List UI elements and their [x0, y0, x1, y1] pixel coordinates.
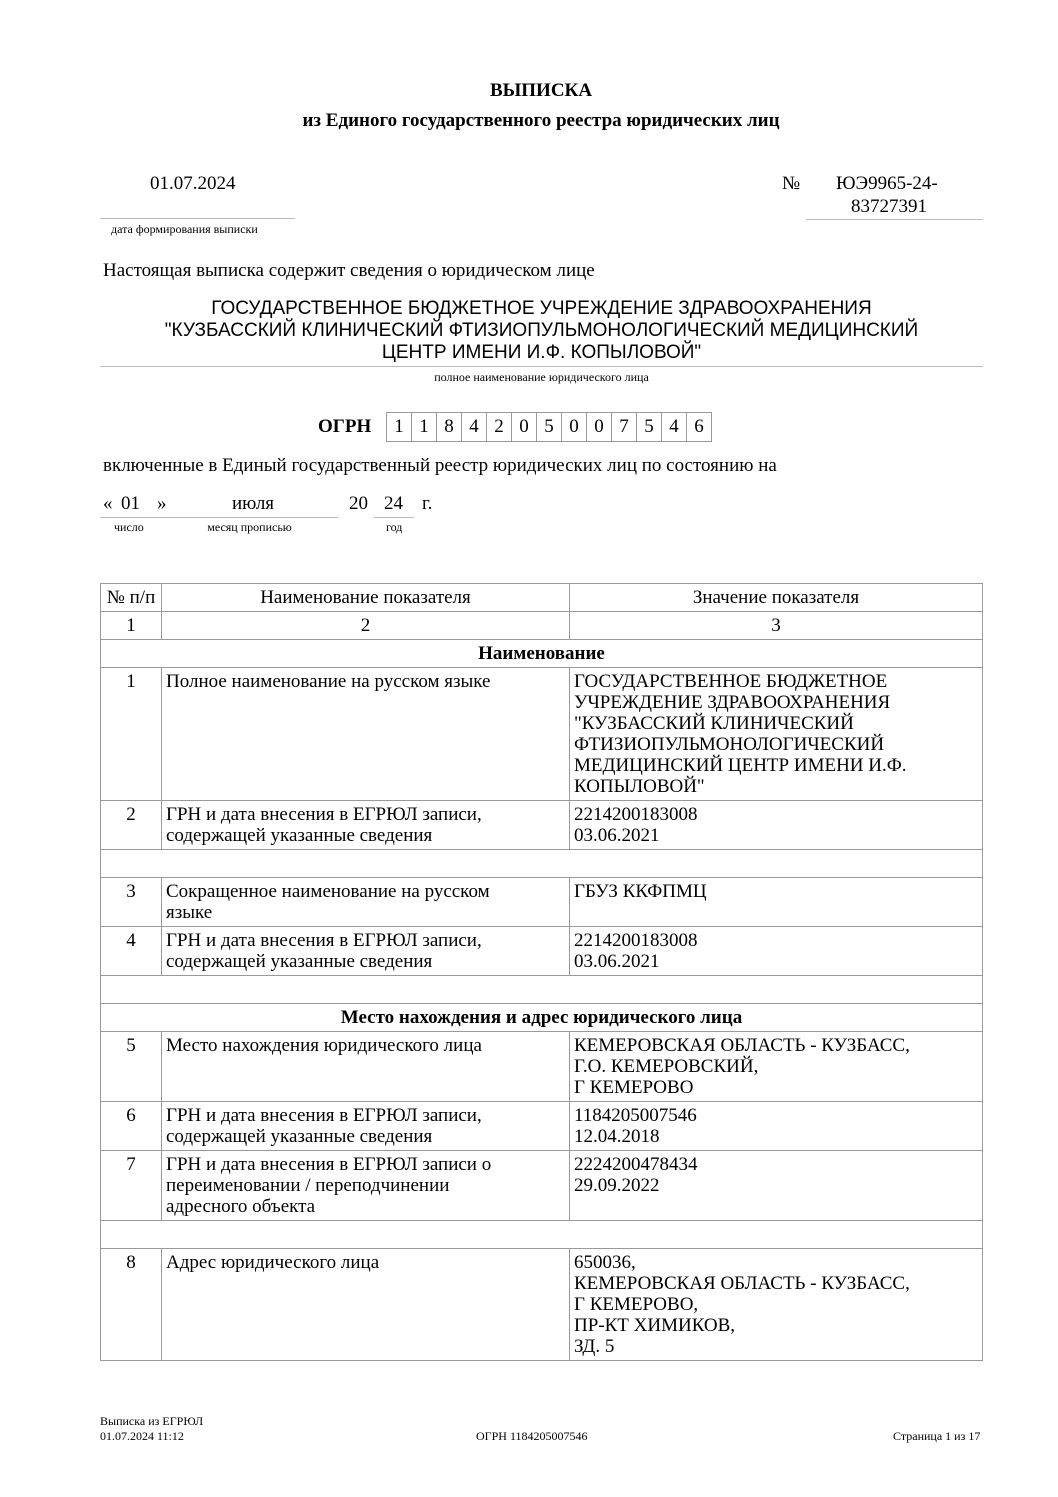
intro-text: Настоящая выписка содержит сведения о юридическом лице — [103, 260, 595, 281]
year-caption: год — [386, 520, 403, 534]
date-quote-open: « — [103, 493, 113, 514]
row-value: КЕМЕРОВСКАЯ ОБЛАСТЬ - КУЗБАСС, Г.О. КЕМЕРОВСКИЙ, Г КЕМЕРОВО — [570, 1032, 983, 1102]
entity-full-name — [100, 298, 983, 364]
register-table — [100, 583, 983, 1361]
document-subtitle: из Единого государственного реестра юридических лиц — [302, 110, 780, 131]
row-number: 5 — [101, 1032, 162, 1102]
row-value: 2214200183008 03.06.2021 — [570, 801, 983, 850]
header-number: № п/п — [101, 584, 162, 612]
ogrn-digit: 2 — [486, 412, 512, 442]
day-underline — [100, 517, 168, 518]
row-indicator: Место нахождения юридического лица — [162, 1032, 570, 1102]
table-row — [101, 801, 983, 850]
empty-row — [101, 850, 983, 878]
row-indicator: Сокращенное наименование на русском языке — [162, 878, 570, 927]
ogrn-digit: 4 — [461, 412, 487, 442]
row-value: 2224200478434 29.09.2022 — [570, 1151, 983, 1221]
extract-number-line2: 83727391 — [851, 196, 927, 217]
row-number: 1 — [101, 668, 162, 801]
state-month: июля — [231, 493, 275, 514]
ogrn-digit: 4 — [661, 412, 687, 442]
empty-row — [101, 1221, 983, 1249]
ogrn-label: ОГРН — [318, 416, 372, 437]
formation-date: 01.07.2024 — [150, 173, 236, 194]
row-value: 650036, КЕМЕРОВСКАЯ ОБЛАСТЬ - КУЗБАСС, Г КЕМЕРОВО, ПР-КТ ХИМИКОВ, ЗД. 5 — [570, 1249, 983, 1361]
row-indicator: Адрес юридического лица — [162, 1249, 570, 1361]
table-row — [101, 1032, 983, 1102]
state-year: 24 — [384, 493, 403, 514]
ogrn-digit-boxes — [387, 412, 712, 442]
row-indicator: ГРН и дата внесения в ЕГРЮЛ записи о переименовании / переподчинении адресного объекта — [162, 1151, 570, 1221]
row-number: 7 — [101, 1151, 162, 1221]
day-caption: число — [114, 520, 144, 534]
table-row — [101, 927, 983, 976]
date-quote-close: » — [157, 493, 167, 514]
table-row — [101, 1151, 983, 1221]
number-underline — [806, 219, 983, 220]
table-row — [101, 878, 983, 927]
entity-name-line3: ЦЕНТР ИМЕНИ И.Ф. КОПЫЛОВОЙ" — [381, 342, 702, 363]
row-number: 8 — [101, 1249, 162, 1361]
row-number: 4 — [101, 927, 162, 976]
ogrn-digit: 5 — [636, 412, 662, 442]
section-row-name — [101, 640, 983, 668]
header-indicator: Наименование показателя — [162, 584, 570, 612]
row-number: 3 — [101, 878, 162, 927]
footer-page-number: Страница 1 из 17 — [893, 1429, 981, 1443]
ogrn-digit: 6 — [686, 412, 712, 442]
ogrn-digit: 5 — [536, 412, 562, 442]
empty-row — [101, 976, 983, 1004]
date-caption: дата формирования выписки — [111, 222, 258, 236]
number-sign: № — [782, 173, 801, 194]
month-underline — [168, 517, 338, 518]
footer-ogrn: ОГРН 1184205007546 — [476, 1429, 588, 1443]
table-row — [101, 1102, 983, 1151]
table-column-numbers-row — [101, 612, 983, 640]
table-header-row — [101, 584, 983, 612]
footer-datetime: 01.07.2024 11:12 — [100, 1429, 184, 1443]
column-number-1: 1 — [101, 612, 162, 640]
row-indicator: Полное наименование на русском языке — [162, 668, 570, 801]
document-title: ВЫПИСКА — [489, 80, 593, 101]
ogrn-digit: 1 — [411, 412, 437, 442]
row-number: 2 — [101, 801, 162, 850]
ogrn-digit: 8 — [436, 412, 462, 442]
entity-name-line1: ГОСУДАРСТВЕННОЕ БЮДЖЕТНОЕ УЧРЕЖДЕНИЕ ЗДРАВООХРАНЕНИЯ — [211, 298, 872, 319]
entity-underline — [100, 366, 983, 367]
row-indicator: ГРН и дата внесения в ЕГРЮЛ записи, содержащей указанные сведения — [162, 801, 570, 850]
ogrn-digit: 7 — [611, 412, 637, 442]
year-underline — [374, 517, 414, 518]
entity-caption: полное наименование юридического лица — [434, 370, 649, 384]
date-underline — [100, 218, 295, 219]
ogrn-digit: 0 — [586, 412, 612, 442]
ogrn-digit: 0 — [561, 412, 587, 442]
month-caption: месяц прописью — [207, 520, 292, 534]
state-century: 20 — [349, 493, 368, 514]
section-row-address — [101, 1004, 983, 1032]
year-suffix: г. — [422, 493, 433, 514]
table-row — [101, 1249, 983, 1361]
row-value: ГБУЗ ККФПМЦ — [570, 878, 983, 927]
ogrn-digit: 0 — [511, 412, 537, 442]
included-text: включенные в Единый государственный реестр юридических лиц по состоянию на — [103, 455, 777, 476]
row-value: 1184205007546 12.04.2018 — [570, 1102, 983, 1151]
row-indicator: ГРН и дата внесения в ЕГРЮЛ записи, содержащей указанные сведения — [162, 1102, 570, 1151]
footer-doc-name: Выписка из ЕГРЮЛ — [100, 1414, 204, 1428]
section-title: Наименование — [101, 640, 983, 668]
row-indicator: ГРН и дата внесения в ЕГРЮЛ записи, содержащей указанные сведения — [162, 927, 570, 976]
row-value: 2214200183008 03.06.2021 — [570, 927, 983, 976]
column-number-3: 3 — [570, 612, 983, 640]
extract-number-line1: ЮЭ9965-24- — [836, 173, 938, 194]
table-row — [101, 668, 983, 801]
row-number: 6 — [101, 1102, 162, 1151]
row-value: ГОСУДАРСТВЕННОЕ БЮДЖЕТНОЕ УЧРЕЖДЕНИЕ ЗДРАВООХРАНЕНИЯ "КУЗБАССКИЙ КЛИНИЧЕСКИЙ ФТИЗИОПУЛЬМОНОЛОГИЧЕСКИЙ МЕДИЦИНСКИЙ ЦЕНТР ИМЕНИ И.Ф. КОПЫЛОВОЙ" — [570, 668, 983, 801]
state-day: 01 — [121, 493, 140, 514]
entity-name-line2: "КУЗБАССКИЙ КЛИНИЧЕСКИЙ ФТИЗИОПУЛЬМОНОЛОГИЧЕСКИЙ МЕДИЦИНСКИЙ — [164, 320, 919, 341]
header-value: Значение показателя — [570, 584, 983, 612]
ogrn-digit: 1 — [386, 412, 412, 442]
section-title: Место нахождения и адрес юридического лица — [101, 1004, 983, 1032]
column-number-2: 2 — [162, 612, 570, 640]
